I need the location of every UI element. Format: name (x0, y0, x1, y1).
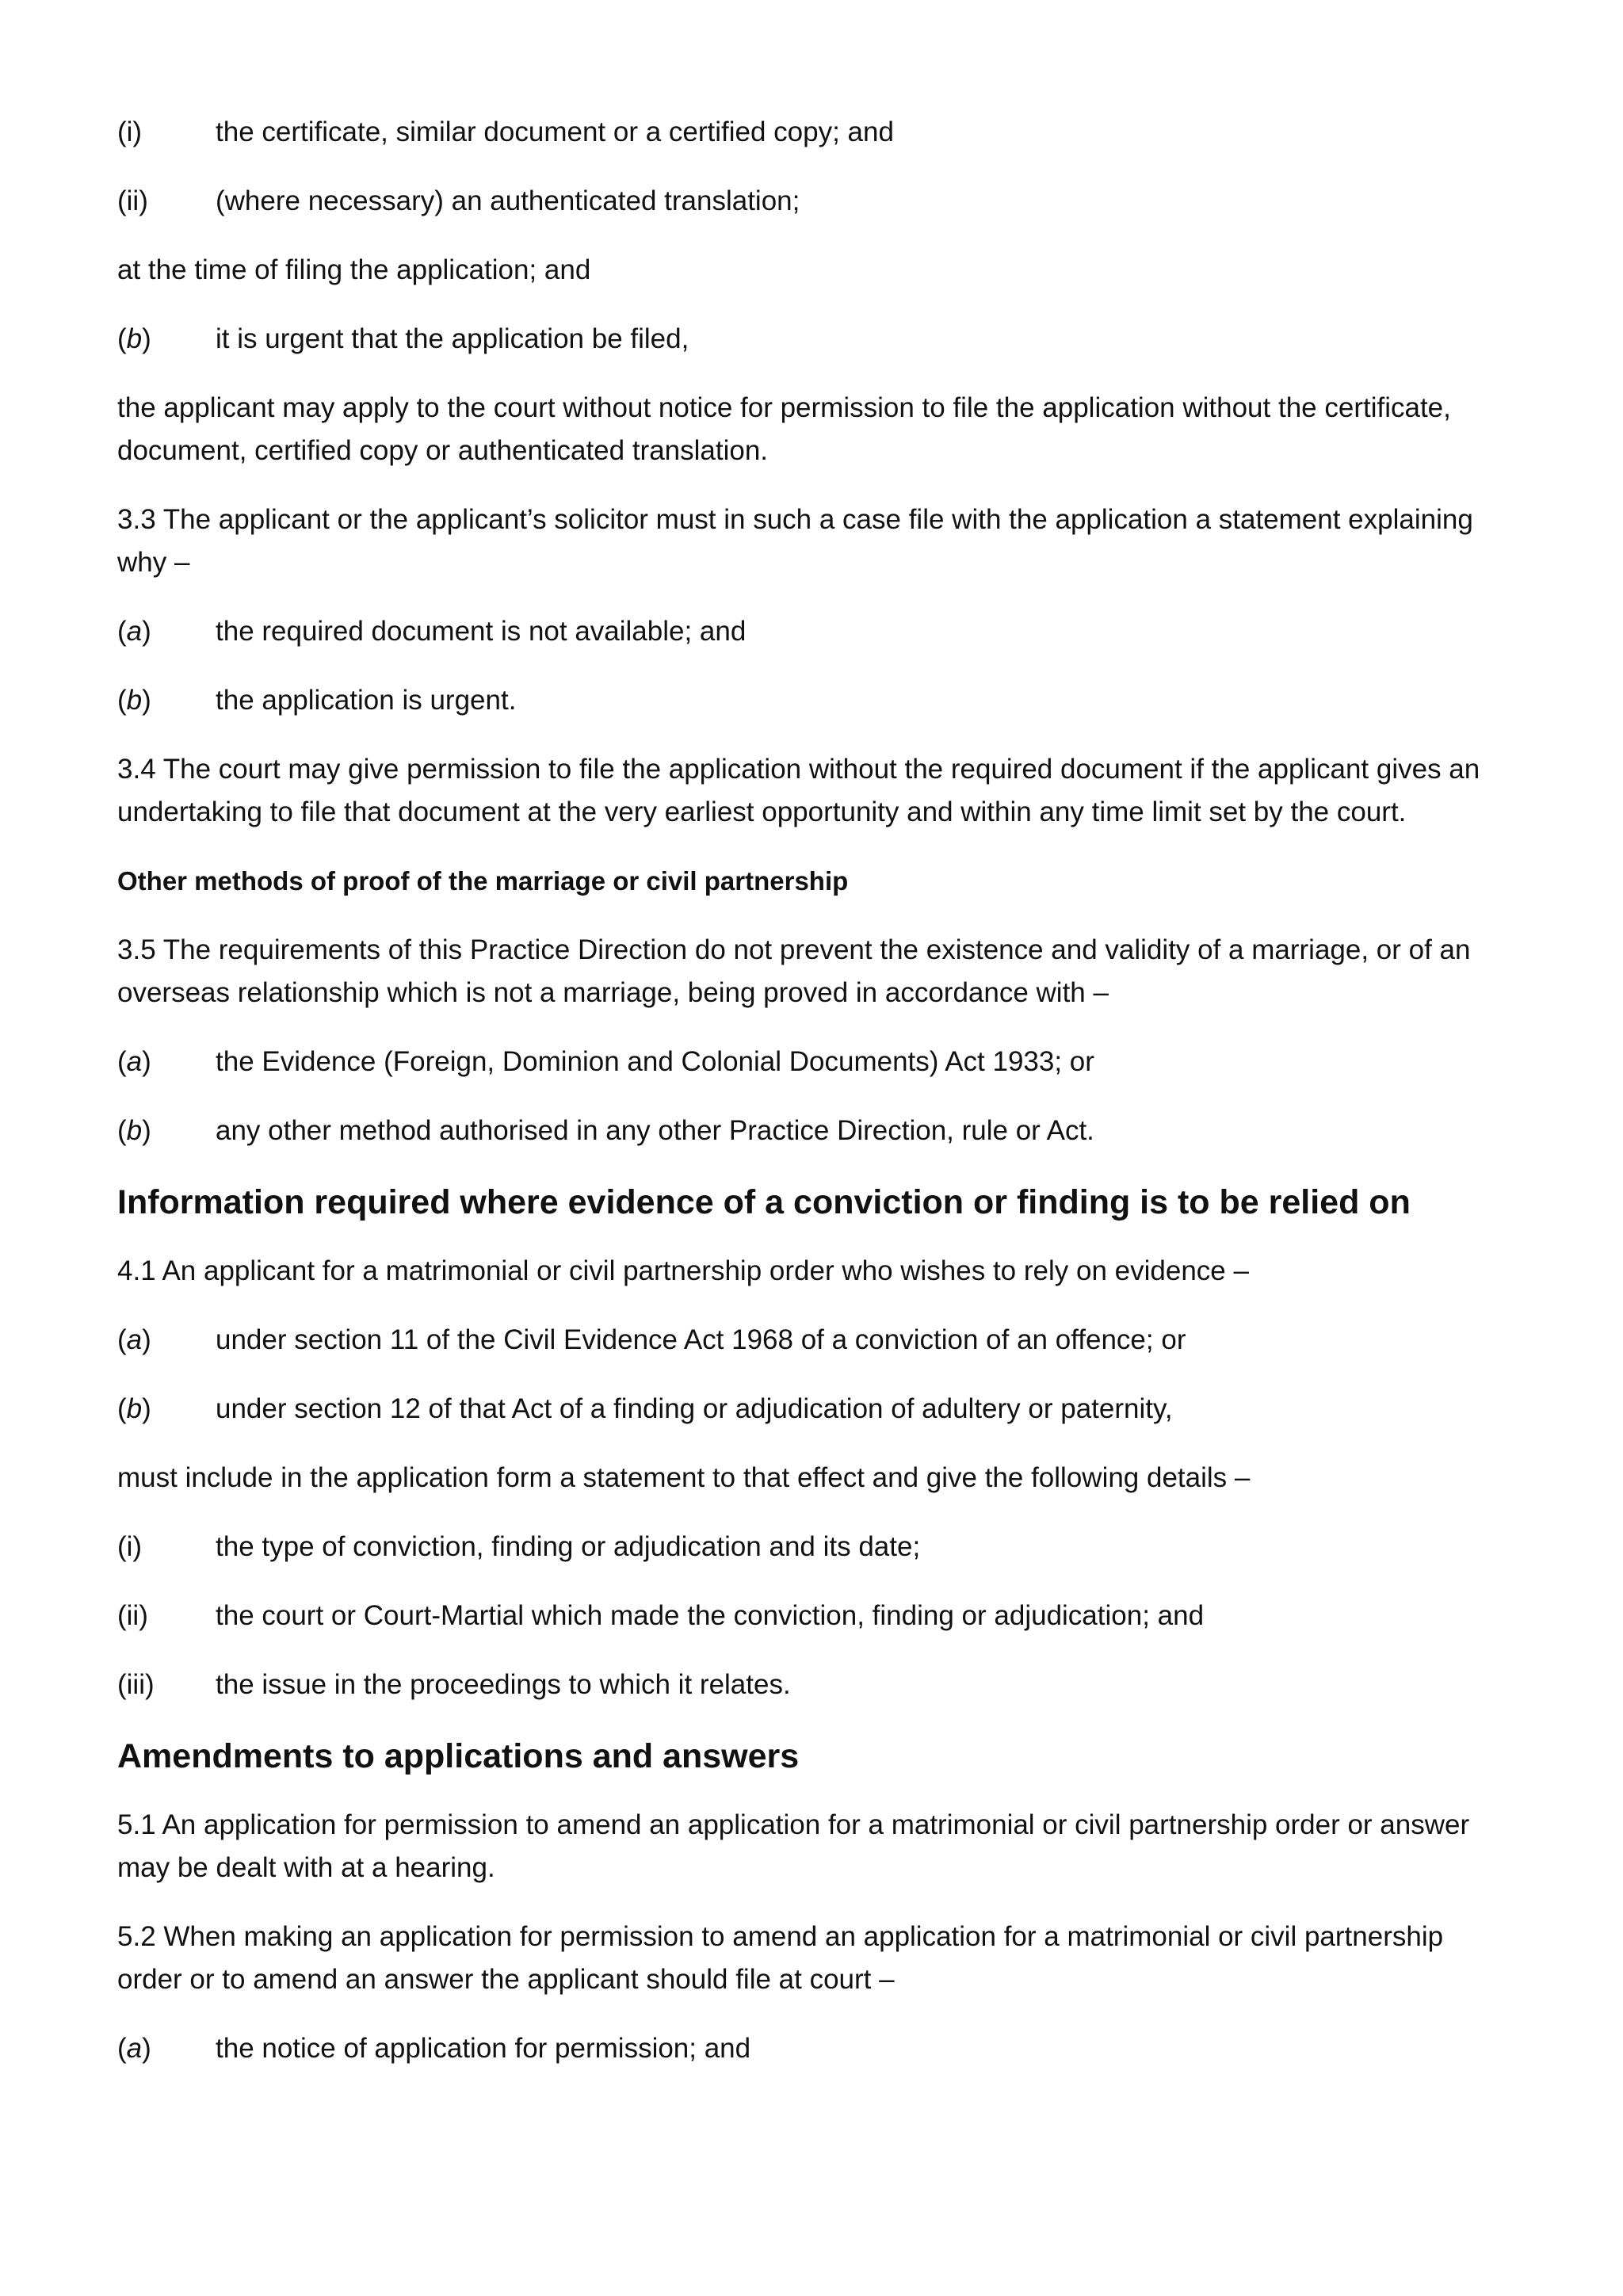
list-text: the Evidence (Foreign, Dominion and Colonial Documents) Act 1933; or (216, 1046, 1094, 1077)
list-item-a (117, 2027, 1512, 2070)
list-label: (i) (117, 117, 143, 147)
paragraph: must include in the application form a statement to that effect and give the following details – (117, 1462, 1251, 1493)
list-label: (b) (117, 685, 151, 716)
list-text: the type of conviction, finding or adjudication and its date; (216, 1531, 921, 1562)
list-text: under section 12 of that Act of a finding or adjudication of adultery or paternity, (216, 1393, 1173, 1424)
list-item-ii (117, 180, 1512, 223)
list-label: (a) (117, 616, 151, 647)
list-text: the application is urgent. (216, 685, 517, 716)
list-text: any other method authorised in any other Practice Direction, rule or Act. (216, 1115, 1094, 1146)
list-label: (ii) (117, 1600, 148, 1631)
list-text: the required document is not available; and (216, 616, 747, 647)
list-label: (b) (117, 1115, 151, 1146)
paragraph-5-1: 5.1 An application for permission to amend an application for a matrimonial or civil partnership order or answer may be dealt with at a hearing. (117, 1809, 1470, 1883)
list-text: the notice of application for permission; and (216, 2033, 751, 2064)
paragraph-4-1: 4.1 An applicant for a matrimonial or civil partnership order who wishes to rely on evidence – (117, 1255, 1249, 1286)
list-item-a (117, 1041, 1512, 1083)
list-label: (a) (117, 2033, 151, 2064)
list-text: the certificate, similar document or a certified copy; and (216, 117, 894, 147)
list-item-b (117, 318, 1512, 361)
list-text: the court or Court-Martial which made the conviction, finding or adjudication; and (216, 1600, 1205, 1631)
list-label: (ii) (117, 185, 148, 216)
paragraph-3-3: 3.3 The applicant or the applicant’s solicitor must in such a case file with the application a statement explaining why – (117, 504, 1473, 578)
paragraph-3-4: 3.4 The court may give permission to file the application without the required document if the applicant gives an undertaking to file that document at the very earliest opportunity and within any time limit set by the court. (117, 754, 1480, 827)
list-label: (iii) (117, 1669, 155, 1700)
list-label: (a) (117, 1046, 151, 1077)
list-item-i (117, 111, 1512, 154)
paragraph-5-2: 5.2 When making an application for permission to amend an application for a matrimonial or civil partnership order or to amend an answer the applicant should file at court – (117, 1921, 1444, 1995)
list-text: under section 11 of the Civil Evidence Act 1968 of a conviction of an offence; or (216, 1324, 1186, 1355)
list-text: it is urgent that the application be filed, (216, 323, 689, 354)
list-text: (where necessary) an authenticated translation; (216, 185, 800, 216)
list-text: the issue in the proceedings to which it relates. (216, 1669, 791, 1700)
list-label: (i) (117, 1531, 143, 1562)
section-heading: Amendments to applications and answers (117, 1737, 800, 1775)
list-label: (b) (117, 323, 151, 354)
list-item-i (117, 1526, 1512, 1568)
list-item-iii (117, 1664, 1512, 1706)
paragraph: the applicant may apply to the court without notice for permission to file the application without the certificate, document, certified copy or authenticated translation. (117, 392, 1451, 466)
section-heading: Information required where evidence of a conviction or finding is to be relied on (117, 1183, 1411, 1221)
list-item-b (117, 679, 1512, 722)
list-item-b (117, 1388, 1512, 1431)
list-item-ii (117, 1595, 1512, 1637)
list-item-b (117, 1110, 1512, 1152)
list-label: (a) (117, 1324, 151, 1355)
subheading: Other methods of proof of the marriage or civil partnership (117, 866, 849, 896)
list-item-a (117, 610, 1512, 653)
document-page (117, 111, 1512, 2096)
paragraph-3-5: 3.5 The requirements of this Practice Direction do not prevent the existence and validity of a marriage, or of an overseas relationship which is not a marriage, being proved in accordance with – (117, 934, 1471, 1008)
paragraph: at the time of filing the application; and (117, 254, 591, 285)
list-item-a (117, 1319, 1512, 1362)
list-label: (b) (117, 1393, 151, 1424)
